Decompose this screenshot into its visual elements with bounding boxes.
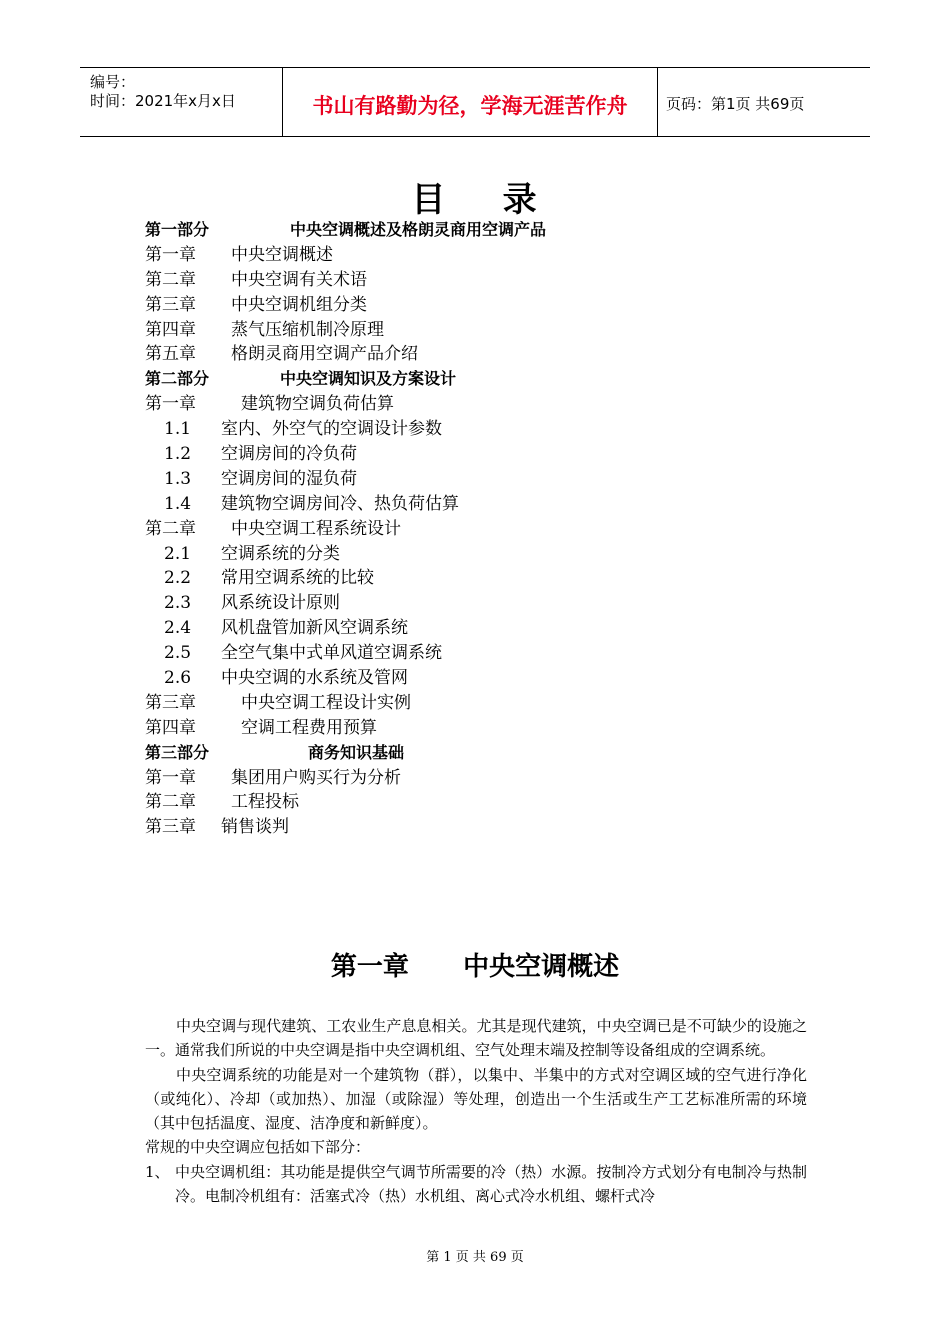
header-motto: 书山有路勤为径，学海无涯苦作舟: [312, 94, 628, 118]
header-motto-cell: [283, 68, 658, 136]
header-meta-cell: [80, 68, 283, 136]
toc-entry-number: 1.2: [164, 444, 192, 465]
toc-entry-part: [145, 218, 845, 243]
toc-entry-title: 风系统设计原则: [221, 593, 340, 614]
toc-entry-chapter: [145, 766, 845, 791]
header-time-label: 时间：2021年x月x日: [90, 92, 236, 110]
toc-entry-title: 工程投标: [231, 792, 299, 813]
toc-entry-section: [145, 666, 845, 691]
header-page-cell: [658, 68, 870, 136]
toc-entry-title: 建筑物空调房间冷、热负荷估算: [221, 493, 459, 514]
toc-entry-number: 2.1: [164, 543, 192, 564]
toc-entry-chapter: [145, 268, 845, 293]
toc-entry-title: 格朗灵商用空调产品介绍: [231, 344, 418, 365]
toc-entry-number: 1.4: [164, 493, 192, 514]
toc-entry-title: 中央空调概述及格朗灵商用空调产品: [290, 220, 547, 239]
toc-entry-title: 空调系统的分类: [221, 543, 340, 564]
toc-entry-section: [145, 641, 845, 666]
toc-entry-title: 室内、外空气的空调设计参数: [221, 419, 442, 440]
toc-entry-part: [145, 741, 845, 766]
toc-entry-number: 第二部分: [145, 369, 210, 389]
toc-entry-title: 中央空调知识及方案设计: [280, 369, 457, 389]
toc-entry-section: [145, 616, 845, 641]
toc-entry-number: 第三章: [145, 692, 196, 713]
toc-entry-number: 第三章: [145, 817, 196, 838]
list-item-marker: 1、: [145, 1162, 170, 1181]
chapter-title: 第一章 中央空调概述: [330, 952, 620, 982]
toc-entry-title: 集团用户购买行为分析: [231, 767, 401, 788]
toc-entry-section: [145, 542, 845, 567]
toc-entry-title: 常用空调系统的比较: [221, 568, 374, 589]
toc-entry-chapter: [145, 691, 845, 716]
toc-entry-title: 中央空调工程设计实例: [241, 692, 411, 713]
list-intro: 常规的中央空调应包括如下部分：: [145, 1138, 371, 1157]
toc-entry-number: 第三部分: [145, 742, 210, 762]
list-item-text: 中央空调机组：其功能是提供空气调节所需要的冷（热）水源。按制冷方式划分有电制冷与热制冷。电制冷机组有：活塞式冷（热）水机组、离心式冷水机组、螺杆式冷: [175, 1162, 807, 1206]
list-item: [145, 1160, 807, 1209]
toc-entry-number: 2.4: [164, 618, 192, 639]
toc-entry-chapter: [145, 815, 845, 840]
toc-entry-title: 建筑物空调负荷估算: [241, 394, 394, 415]
toc-entry-section: [145, 467, 845, 492]
toc-entry-number: 2.2: [164, 568, 192, 589]
toc-entry-number: 第一章: [145, 394, 196, 415]
toc-entry-section: [145, 492, 845, 517]
toc-entry-chapter: [145, 318, 845, 343]
header-code-label: 编号：: [90, 73, 136, 91]
toc-entry-number: 第四章: [145, 717, 196, 738]
toc-entry-title: 商务知识基础: [308, 742, 405, 762]
toc-entry-number: 1.3: [164, 468, 192, 489]
toc-entry-number: 1.1: [164, 419, 192, 440]
toc-entry-title: 全空气集中式单风道空调系统: [221, 643, 442, 664]
header-page-label: 页码：第1页 共69页: [666, 95, 805, 113]
toc-entry-chapter: [145, 243, 845, 268]
toc-entry-title: 中央空调机组分类: [231, 294, 367, 315]
toc-entry-number: 第一部分: [145, 220, 210, 239]
toc-entry-number: 第二章: [145, 518, 196, 539]
toc-entry-number: 第五章: [145, 344, 196, 365]
toc-entry-chapter: [145, 517, 845, 542]
toc-entry-section: [145, 417, 845, 442]
toc-entry-title: 蒸气压缩机制冷原理: [231, 319, 384, 340]
toc-entry-number: 2.5: [164, 643, 192, 664]
toc-entry-number: 2.3: [164, 593, 192, 614]
toc-entry-number: 第一章: [145, 767, 196, 788]
toc-entry-number: 2.6: [164, 668, 192, 689]
toc-entry-number: 第二章: [145, 269, 196, 290]
toc-entry-chapter: [145, 716, 845, 741]
toc-entry-title: 中央空调工程系统设计: [231, 518, 401, 539]
toc-entry-title: 空调工程费用预算: [241, 717, 377, 738]
toc-entry-chapter: [145, 293, 845, 318]
table-of-contents: [145, 218, 845, 840]
page-header: [80, 67, 870, 137]
toc-entry-title: 中央空调的水系统及管网: [221, 668, 408, 689]
toc-entry-title: 空调房间的冷负荷: [221, 444, 357, 465]
page-footer: 第 1 页 共 69 页: [426, 1250, 524, 1265]
toc-entry-title: 风机盘管加新风空调系统: [221, 618, 408, 639]
toc-entry-chapter: [145, 342, 845, 367]
toc-entry-section: [145, 442, 845, 467]
toc-entry-section: [145, 566, 845, 591]
toc-title: 目 录: [411, 180, 539, 220]
toc-entry-number: 第三章: [145, 294, 196, 315]
toc-entry-chapter: [145, 790, 845, 815]
toc-entry-title: 中央空调有关术语: [231, 269, 367, 290]
toc-entry-number: 第一章: [145, 244, 196, 265]
body-paragraph: 中央空调与现代建筑、工农业生产息息相关。尤其是现代建筑，中央空调已是不可缺少的设施之一。通常我们所说的中央空调是指中央空调机组、空气处理末端及控制等设备组成的空调系统。: [145, 1017, 807, 1060]
toc-entry-title: 空调房间的湿负荷: [221, 468, 357, 489]
toc-entry-chapter: [145, 392, 845, 417]
toc-entry-title: 中央空调概述: [231, 244, 333, 265]
toc-entry-number: 第四章: [145, 319, 196, 340]
chapter-body: [145, 1014, 807, 1208]
toc-entry-title: 销售谈判: [221, 817, 289, 838]
toc-entry-part: [145, 367, 845, 392]
toc-entry-section: [145, 591, 845, 616]
toc-entry-number: 第二章: [145, 792, 196, 813]
body-paragraph: 中央空调系统的功能是对一个建筑物（群），以集中、半集中的方式对空调区域的空气进行净化（或纯化）、冷却（或加热）、加湿（或除湿）等处理，创造出一个生活或生产工艺标准所需的环境（其中包括温度、湿度、洁净度和新鲜度）。: [145, 1065, 807, 1133]
